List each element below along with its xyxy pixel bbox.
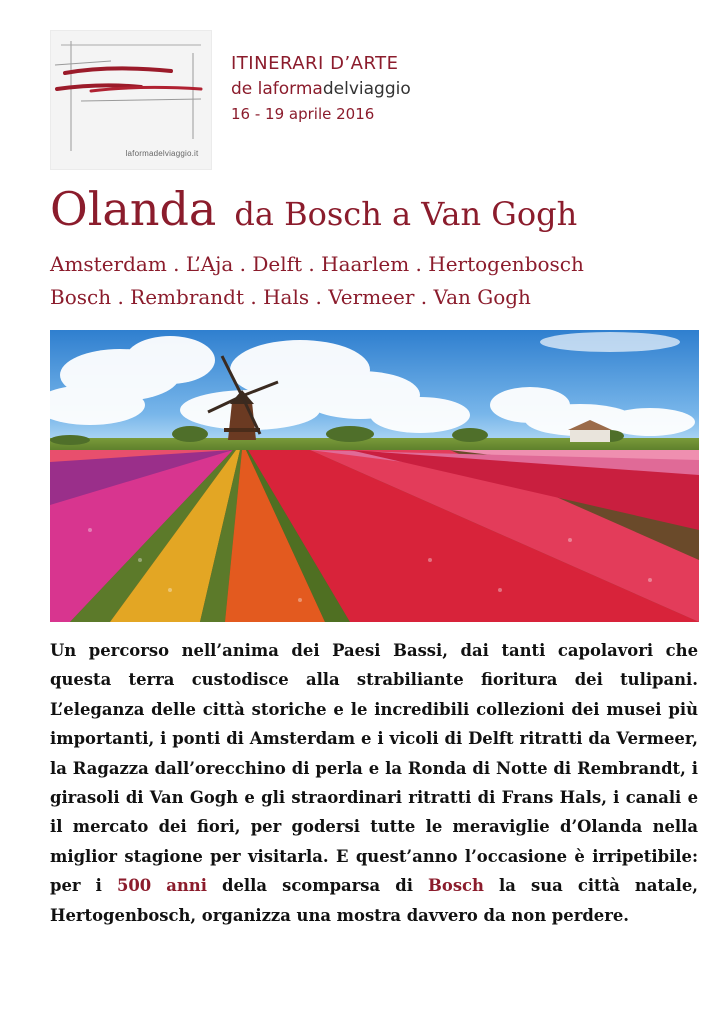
body-part2: della scomparsa di (206, 876, 429, 896)
tulip-field-photo (50, 330, 699, 622)
places-line-cities: Amsterdam . L’Aja . Delft . Haarlem . Hertogenbosch (50, 252, 584, 276)
header-sub-prefix: de la (231, 79, 273, 99)
header-title: ITINERARI D’ARTE (231, 53, 399, 74)
header-sub-suffix: delviaggio (322, 79, 411, 99)
body-part1: Un percorso nell’anima dei Paesi Bassi, dai tanti capolavori che questa terra custodisce alla strabiliante fioritura dei tulipani. L’eleganza delle città storiche e le incredibili collezioni dei musei più importanti, i ponti di Amsterdam e i vicoli di Delft ritratti da Vermeer, la Ragazza dall’orecchino di perla e la Ronda di Notte di Rembrandt, i girasoli di Van Gogh e gli straordinari ritratti di Frans Hals, i canali e il mercato dei fiori, per godersi tutte le meraviglie d’Olanda nella miglior stagione per visitarla. E quest’anno l’occasione è irripetibile: per i (50, 641, 698, 896)
highlight-500-anni: 500 anni (116, 876, 207, 896)
tulip-field-windmill-image (50, 330, 699, 622)
logo (50, 30, 212, 170)
places-list (50, 248, 584, 314)
header-dates: 16 - 19 aprile 2016 (231, 105, 375, 123)
page-title (50, 180, 577, 243)
logo-caption: laformadelviaggio.it (125, 149, 199, 158)
intro-paragraph (50, 636, 698, 930)
title-subtitle: da Bosch a Van Gogh (234, 195, 578, 233)
body-part3: la sua città natale, Hertogenbosch, organizza una mostra davvero da non perdere. (50, 876, 698, 925)
header-subtitle (231, 76, 411, 102)
places-line-artists: Bosch . Rembrandt . Hals . Vermeer . Van Gogh (50, 285, 531, 309)
header (231, 52, 411, 126)
highlight-bosch: Bosch (428, 876, 484, 896)
header-sub-accent: forma (272, 79, 323, 99)
title-main: Olanda (50, 182, 217, 236)
